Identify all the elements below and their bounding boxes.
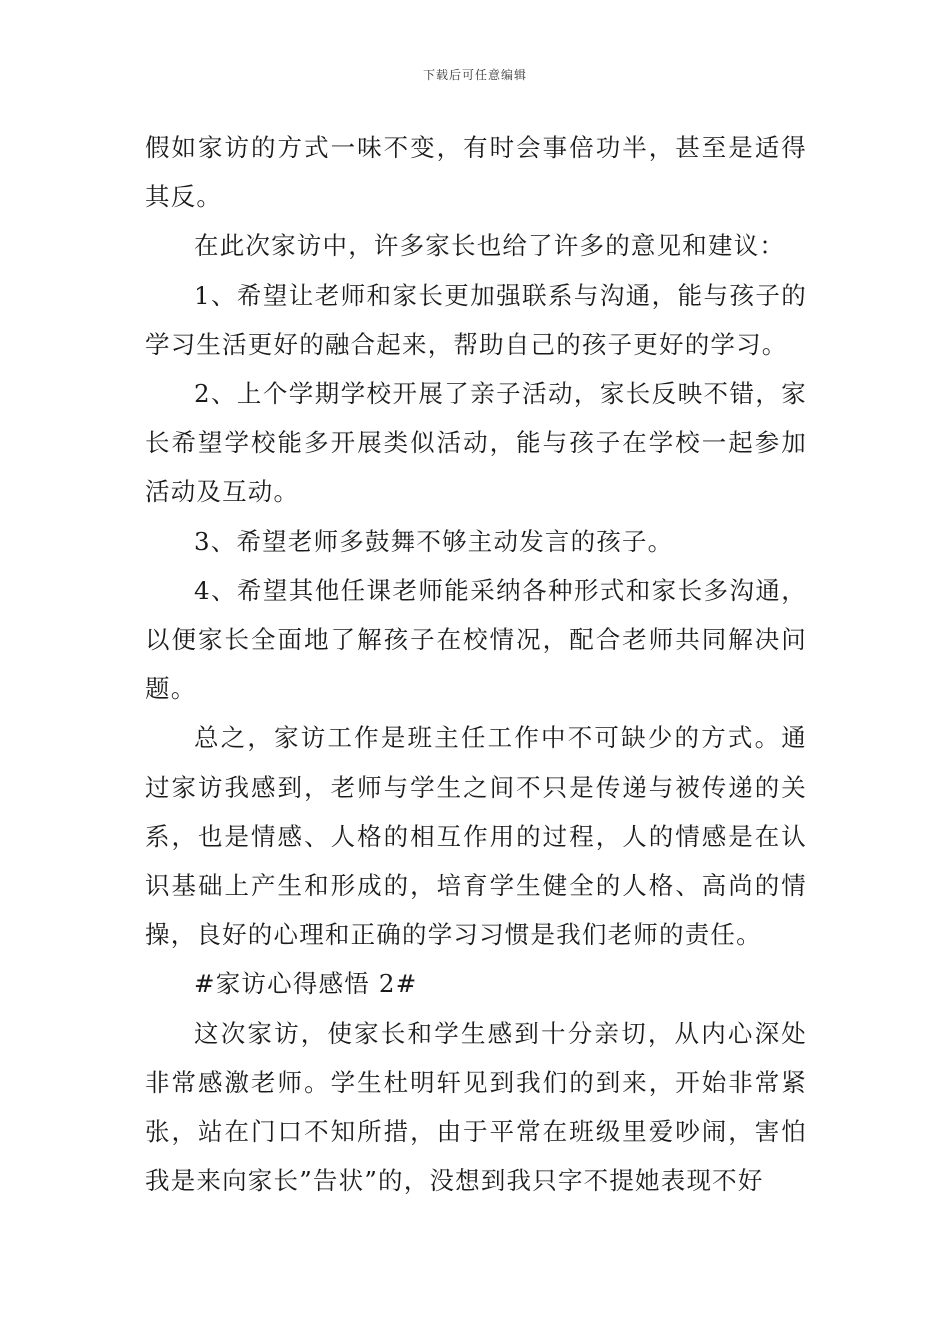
paragraph-suggestion-4: 4、希望其他任课老师能采纳各种形式和家长多沟通，以便家长全面地了解孩子在校情况，配合老师共同解决问题。 <box>145 575 807 704</box>
paragraph-suggestion-2: 2、上个学期学校开展了亲子活动，家长反映不错，家长希望学校能多开展类似活动，能与孩子在学校一起参加活动及互动。 <box>145 379 807 507</box>
paragraph-continuation: 假如家访的方式一味不变，有时会事倍功半，甚至是适得其反。 <box>145 133 807 212</box>
paragraph-suggestion-3: 3、希望老师多鼓舞不够主动发言的孩子。 <box>194 526 674 556</box>
paragraph-section-2: 这次家访，使家长和学生感到十分亲切，从内心深处非常感激老师。学生杜明轩见到我们的到来，开始非常紧张，站在门口不知所措，由于平常在班级里爱吵闹，害怕我是来向家长”告状”的，没想到我只字不提她表现不好 <box>145 1018 807 1196</box>
header-note: 下载后可任意编辑 <box>422 68 527 82</box>
section-heading: #家访心得感悟 2# <box>194 969 418 999</box>
paragraph-suggestion-1: 1、希望让老师和家长更加强联系与沟通，能与孩子的学习生活更好的融合起来，帮助自己的孩子更好的学习。 <box>145 280 807 359</box>
document-body <box>145 123 807 1205</box>
paragraph-conclusion: 总之，家访工作是班主任工作中不可缺少的方式。通过家访我感到，老师与学生之间不只是传递与被传递的关系，也是情感、人格的相互作用的过程，人的情感是在认识基础上产生和形成的，培育学生健全的人格、高尚的情操，良好的心理和正确的学习习惯是我们老师的责任。 <box>145 723 807 950</box>
paragraph-intro: 在此次家访中，许多家长也给了许多的意见和建议： <box>194 231 786 261</box>
